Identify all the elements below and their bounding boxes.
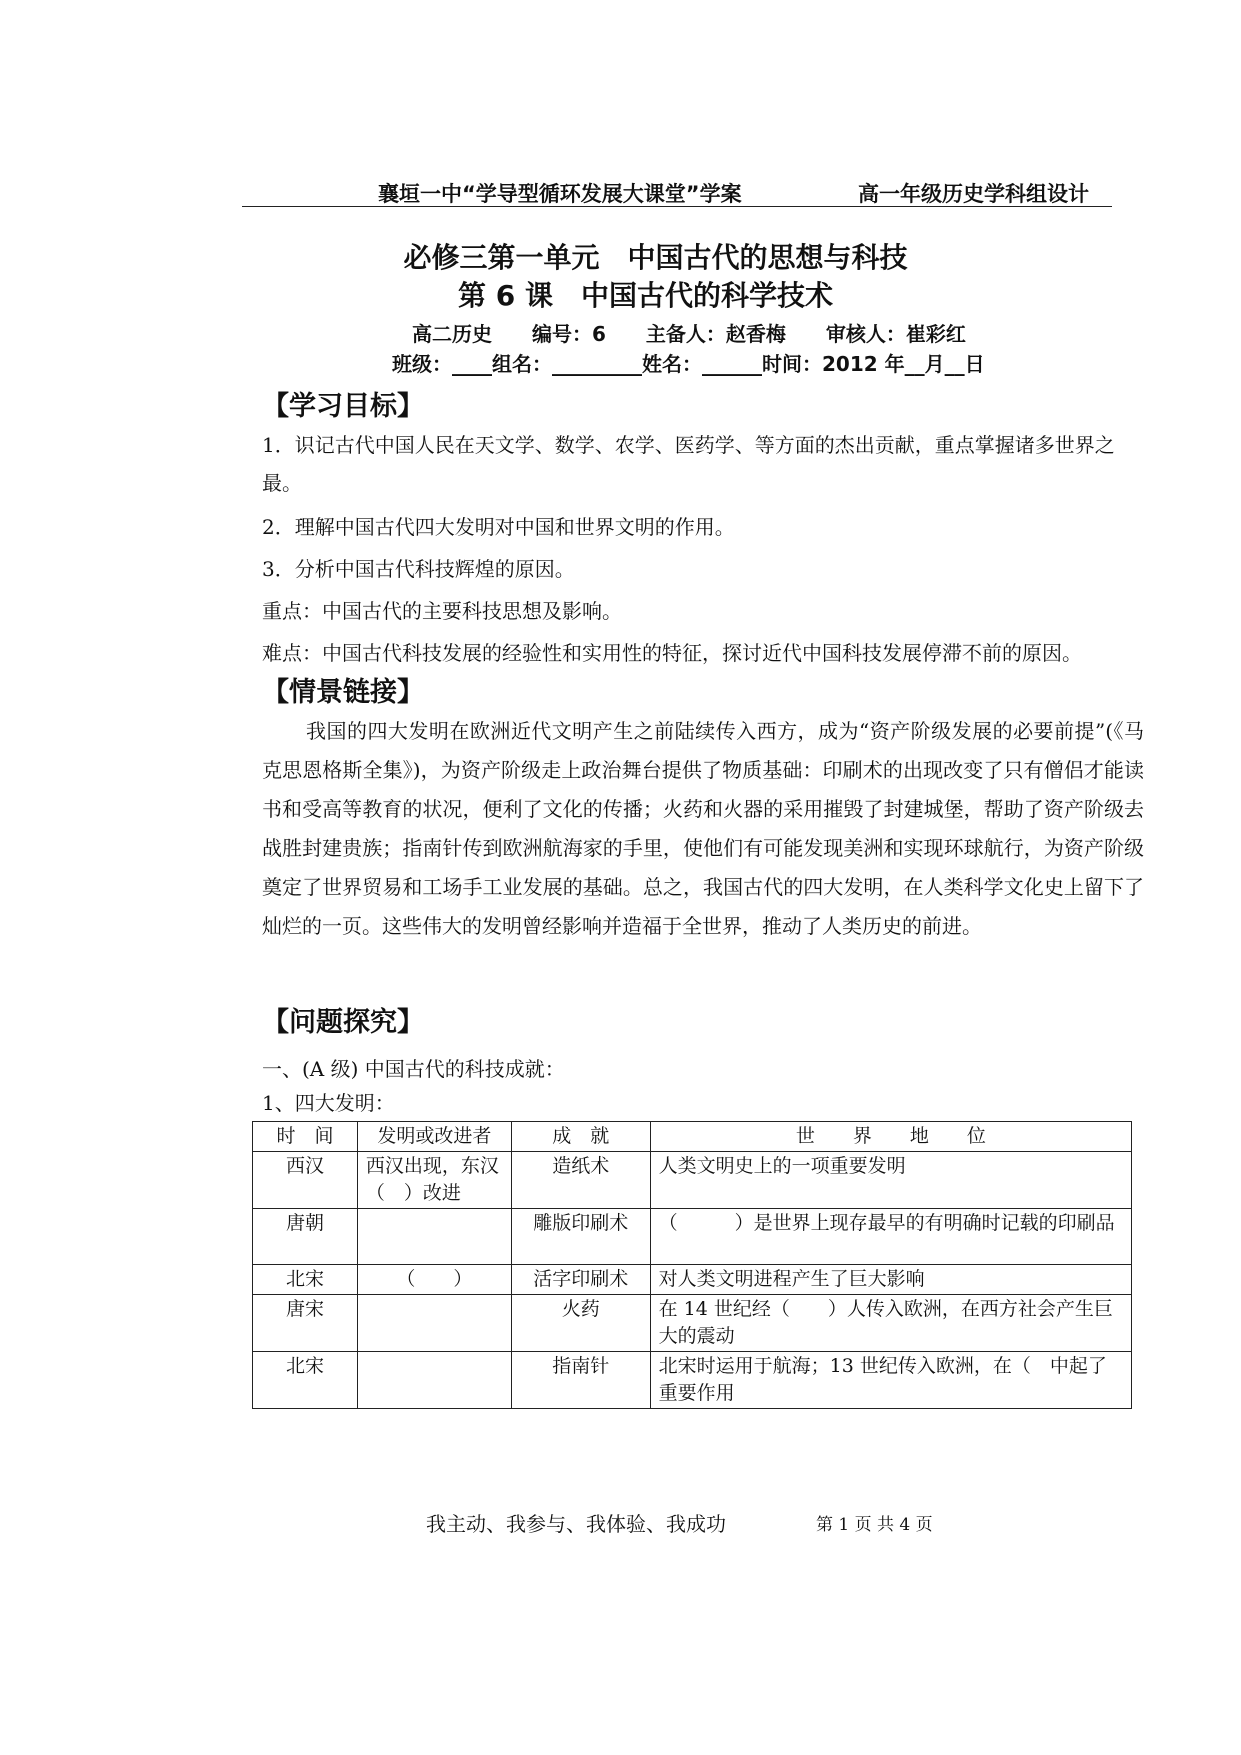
four-inventions-heading: 1、四大发明： bbox=[262, 1091, 395, 1115]
cell-achievement: 火药 bbox=[511, 1295, 650, 1352]
table-row bbox=[253, 1352, 1132, 1409]
table-row bbox=[253, 1295, 1132, 1352]
table-row bbox=[253, 1152, 1132, 1209]
cell-achievement: 造纸术 bbox=[511, 1152, 650, 1209]
cell-achievement: 活字印刷术 bbox=[511, 1265, 650, 1295]
student-info: 班级：____组名：_________姓名：______时间：2012 年__月__日 bbox=[392, 352, 985, 376]
header-right: 高一年级历史学科组设计 bbox=[858, 182, 1089, 206]
cell-world-status: 在 14 世纪经（ ）人传入欧洲，在西方社会产生巨大的震动 bbox=[650, 1295, 1131, 1352]
scene-paragraph: 我国的四大发明在欧洲近代文明产生之前陆续传入西方，成为“资产阶级发展的必要前提”(《马克思恩格斯全集》)，为资产阶级走上政治舞台提供了物质基础：印刷术的出现改变了只有僧侣才能读书和受高等教育的状况，便利了文化的传播；火药和火器的采用摧毁了封建城堡，帮助了资产阶级去战胜封建贵族；指南针传到欧洲航海家的手里，使他们有可能发现美洲和实现环球航行，为资产阶级奠定了世界贸易和工场手工业发展的基础。总之，我国古代的四大发明，在人类科学文化史上留下了灿烂的一页。这些伟大的发明曾经影响并造福于全世界，推动了人类历史的前进。 bbox=[262, 719, 1144, 938]
cell-world-status: 人类文明史上的一项重要发明 bbox=[650, 1152, 1131, 1209]
footer-motto: 我主动、我参与、我体验、我成功 bbox=[426, 1512, 726, 1536]
header-achievement: 成 就 bbox=[511, 1122, 650, 1152]
header-divider bbox=[242, 206, 1112, 207]
cell-time: 北宋 bbox=[253, 1265, 358, 1295]
page-number: 第 1 页 共 4 页 bbox=[816, 1515, 933, 1535]
unit-title: 必修三第一单元 中国古代的思想与科技 bbox=[403, 241, 908, 274]
cell-inventor bbox=[357, 1209, 511, 1265]
cell-time: 北宋 bbox=[253, 1352, 358, 1409]
header-inventor: 发明或改进者 bbox=[357, 1122, 511, 1152]
table-row bbox=[253, 1265, 1132, 1295]
goal-item-3: 3．分析中国古代科技辉煌的原因。 bbox=[262, 557, 575, 581]
table-row bbox=[253, 1209, 1132, 1265]
cell-achievement: 指南针 bbox=[511, 1352, 650, 1409]
difficult-point: 难点：中国古代科技发展的经验性和实用性的特征，探讨近代中国科技发展停滞不前的原因。 bbox=[262, 641, 1082, 665]
header-time: 时 间 bbox=[253, 1122, 358, 1152]
cell-inventor bbox=[357, 1352, 511, 1409]
cell-inventor: 西汉出现，东汉（ ）改进 bbox=[357, 1152, 511, 1209]
cell-time: 唐朝 bbox=[253, 1209, 358, 1265]
header-world-status: 世 界 地 位 bbox=[650, 1122, 1131, 1152]
goal-item-1: 1．识记古代中国人民在天文学、数学、农学、医药学、等方面的杰出贡献，重点掌握诸多世界之最。 bbox=[262, 433, 1115, 495]
lesson-info: 高二历史 编号：6 主备人：赵香梅 审核人：崔彩红 bbox=[412, 322, 966, 346]
inquiry-subheading: 一、(A 级) 中国古代的科技成就： bbox=[262, 1057, 565, 1081]
cell-world-status: （ ）是世界上现存最早的有明确时记载的印刷品 bbox=[650, 1209, 1131, 1265]
cell-time: 唐宋 bbox=[253, 1295, 358, 1352]
key-point: 重点：中国古代的主要科技思想及影响。 bbox=[262, 599, 622, 623]
cell-inventor bbox=[357, 1295, 511, 1352]
scene-heading: 【情景链接】 bbox=[262, 677, 424, 708]
cell-achievement: 雕版印刷术 bbox=[511, 1209, 650, 1265]
table-header-row bbox=[253, 1122, 1132, 1152]
cell-inventor: （ ） bbox=[357, 1265, 511, 1295]
cell-world-status: 对人类文明进程产生了巨大影响 bbox=[650, 1265, 1131, 1295]
header-left: 襄垣一中“学导型循环发展大课堂”学案 bbox=[378, 182, 742, 206]
goals-heading: 【学习目标】 bbox=[262, 391, 424, 422]
goal-item-2: 2．理解中国古代四大发明对中国和世界文明的作用。 bbox=[262, 515, 735, 539]
inventions-table bbox=[252, 1121, 1132, 1409]
inquiry-heading: 【问题探究】 bbox=[262, 1007, 424, 1038]
cell-time: 西汉 bbox=[253, 1152, 358, 1209]
cell-world-status: 北宋时运用于航海；13 世纪传入欧洲，在（ 中起了重要作用 bbox=[650, 1352, 1131, 1409]
lesson-title: 第 6 课 中国古代的科学技术 bbox=[458, 279, 833, 312]
